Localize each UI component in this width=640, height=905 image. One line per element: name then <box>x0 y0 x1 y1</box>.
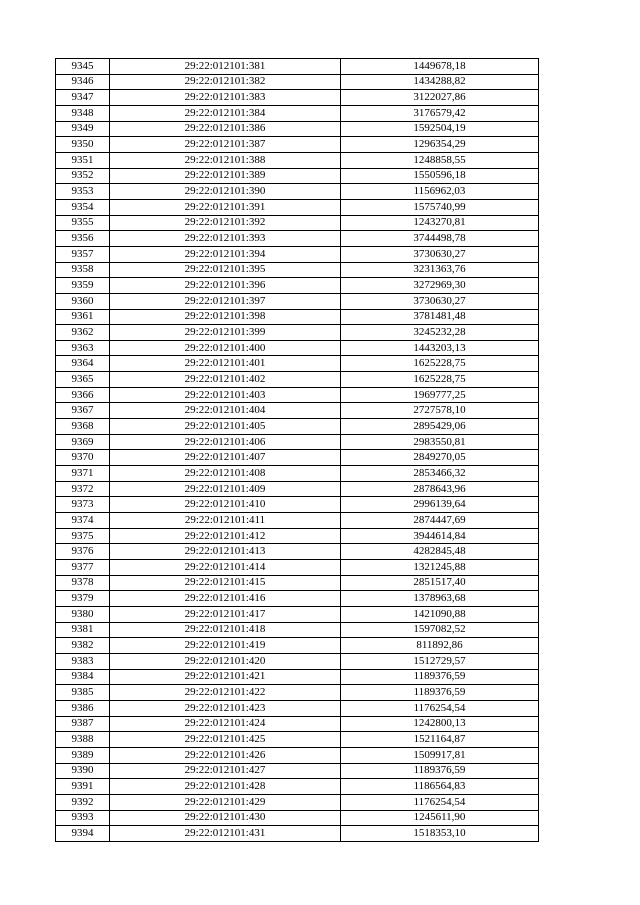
row-number-cell: 9347 <box>56 90 110 106</box>
row-number-cell: 9386 <box>56 700 110 716</box>
cadastral-number-cell: 29:22:012101:431 <box>110 826 341 842</box>
table-body <box>56 59 539 842</box>
row-number-cell: 9372 <box>56 481 110 497</box>
table-row <box>56 763 539 779</box>
cadastral-number-cell: 29:22:012101:421 <box>110 669 341 685</box>
table-row <box>56 137 539 153</box>
table-row <box>56 434 539 450</box>
table-row <box>56 591 539 607</box>
row-number-cell: 9392 <box>56 794 110 810</box>
value-cell: 2983550,81 <box>341 434 539 450</box>
table-row <box>56 544 539 560</box>
cadastral-number-cell: 29:22:012101:417 <box>110 606 341 622</box>
value-cell: 1443203,13 <box>341 340 539 356</box>
cadastral-number-cell: 29:22:012101:390 <box>110 184 341 200</box>
cadastral-number-cell: 29:22:012101:425 <box>110 732 341 748</box>
value-cell: 1378963,68 <box>341 591 539 607</box>
row-number-cell: 9373 <box>56 497 110 513</box>
cadastral-number-cell: 29:22:012101:429 <box>110 794 341 810</box>
row-number-cell: 9346 <box>56 74 110 90</box>
table-row <box>56 168 539 184</box>
row-number-cell: 9371 <box>56 466 110 482</box>
cadastral-number-cell: 29:22:012101:403 <box>110 387 341 403</box>
cadastral-number-cell: 29:22:012101:430 <box>110 810 341 826</box>
row-number-cell: 9349 <box>56 121 110 137</box>
value-cell: 1176254,54 <box>341 794 539 810</box>
value-cell: 4282845,48 <box>341 544 539 560</box>
value-cell: 3245232,28 <box>341 325 539 341</box>
cadastral-number-cell: 29:22:012101:408 <box>110 466 341 482</box>
value-cell: 1321245,88 <box>341 560 539 576</box>
row-number-cell: 9377 <box>56 560 110 576</box>
row-number-cell: 9351 <box>56 152 110 168</box>
value-cell: 3730630,27 <box>341 246 539 262</box>
value-cell: 2851517,40 <box>341 575 539 591</box>
value-cell: 1189376,59 <box>341 685 539 701</box>
cadastral-number-cell: 29:22:012101:388 <box>110 152 341 168</box>
row-number-cell: 9390 <box>56 763 110 779</box>
cadastral-number-cell: 29:22:012101:422 <box>110 685 341 701</box>
cadastral-number-cell: 29:22:012101:410 <box>110 497 341 513</box>
cadastral-number-cell: 29:22:012101:395 <box>110 262 341 278</box>
row-number-cell: 9354 <box>56 199 110 215</box>
row-number-cell: 9355 <box>56 215 110 231</box>
value-cell: 3176579,42 <box>341 105 539 121</box>
cadastral-number-cell: 29:22:012101:411 <box>110 513 341 529</box>
table-row <box>56 669 539 685</box>
value-cell: 3781481,48 <box>341 309 539 325</box>
cadastral-number-cell: 29:22:012101:398 <box>110 309 341 325</box>
value-cell: 1242800,13 <box>341 716 539 732</box>
table-row <box>56 497 539 513</box>
row-number-cell: 9378 <box>56 575 110 591</box>
table-row <box>56 152 539 168</box>
row-number-cell: 9357 <box>56 246 110 262</box>
table-row <box>56 262 539 278</box>
table-row <box>56 528 539 544</box>
cadastral-number-cell: 29:22:012101:389 <box>110 168 341 184</box>
value-cell: 1550596,18 <box>341 168 539 184</box>
table-row <box>56 638 539 654</box>
row-number-cell: 9369 <box>56 434 110 450</box>
row-number-cell: 9379 <box>56 591 110 607</box>
table-row <box>56 403 539 419</box>
table-row <box>56 779 539 795</box>
value-cell: 1575740,99 <box>341 199 539 215</box>
value-cell: 1597082,52 <box>341 622 539 638</box>
table-row <box>56 732 539 748</box>
cadastral-number-cell: 29:22:012101:407 <box>110 450 341 466</box>
row-number-cell: 9360 <box>56 293 110 309</box>
value-cell: 1189376,59 <box>341 763 539 779</box>
table-row <box>56 685 539 701</box>
row-number-cell: 9394 <box>56 826 110 842</box>
table-row <box>56 419 539 435</box>
value-cell: 1449678,18 <box>341 59 539 75</box>
value-cell: 1186564,83 <box>341 779 539 795</box>
row-number-cell: 9385 <box>56 685 110 701</box>
value-cell: 1625228,75 <box>341 372 539 388</box>
row-number-cell: 9350 <box>56 137 110 153</box>
value-cell: 2895429,06 <box>341 419 539 435</box>
cadastral-number-cell: 29:22:012101:396 <box>110 278 341 294</box>
value-cell: 2849270,05 <box>341 450 539 466</box>
table-row <box>56 59 539 75</box>
cadastral-number-cell: 29:22:012101:413 <box>110 544 341 560</box>
cadastral-number-cell: 29:22:012101:414 <box>110 560 341 576</box>
value-cell: 3944614,84 <box>341 528 539 544</box>
cadastral-number-cell: 29:22:012101:428 <box>110 779 341 795</box>
cadastral-number-cell: 29:22:012101:400 <box>110 340 341 356</box>
row-number-cell: 9375 <box>56 528 110 544</box>
cadastral-number-cell: 29:22:012101:391 <box>110 199 341 215</box>
table-row <box>56 575 539 591</box>
table-row <box>56 747 539 763</box>
table-row <box>56 513 539 529</box>
row-number-cell: 9382 <box>56 638 110 654</box>
cadastral-number-cell: 29:22:012101:405 <box>110 419 341 435</box>
row-number-cell: 9389 <box>56 747 110 763</box>
table-row <box>56 826 539 842</box>
table-row <box>56 184 539 200</box>
value-cell: 1189376,59 <box>341 669 539 685</box>
table-row <box>56 215 539 231</box>
row-number-cell: 9370 <box>56 450 110 466</box>
table-row <box>56 387 539 403</box>
table-row <box>56 810 539 826</box>
table-row <box>56 450 539 466</box>
row-number-cell: 9380 <box>56 606 110 622</box>
value-cell: 3744498,78 <box>341 231 539 247</box>
value-cell: 1176254,54 <box>341 700 539 716</box>
value-cell: 3231363,76 <box>341 262 539 278</box>
row-number-cell: 9361 <box>56 309 110 325</box>
table-row <box>56 481 539 497</box>
cadastral-number-cell: 29:22:012101:387 <box>110 137 341 153</box>
row-number-cell: 9393 <box>56 810 110 826</box>
cadastral-number-cell: 29:22:012101:401 <box>110 356 341 372</box>
row-number-cell: 9365 <box>56 372 110 388</box>
value-cell: 2996139,64 <box>341 497 539 513</box>
table-row <box>56 90 539 106</box>
table-row <box>56 622 539 638</box>
row-number-cell: 9353 <box>56 184 110 200</box>
row-number-cell: 9352 <box>56 168 110 184</box>
cadastral-number-cell: 29:22:012101:402 <box>110 372 341 388</box>
value-cell: 1245611,90 <box>341 810 539 826</box>
cadastral-number-cell: 29:22:012101:394 <box>110 246 341 262</box>
row-number-cell: 9384 <box>56 669 110 685</box>
value-cell: 1296354,29 <box>341 137 539 153</box>
cadastral-number-cell: 29:22:012101:384 <box>110 105 341 121</box>
table-row <box>56 278 539 294</box>
row-number-cell: 9359 <box>56 278 110 294</box>
row-number-cell: 9376 <box>56 544 110 560</box>
table-row <box>56 246 539 262</box>
table-row <box>56 199 539 215</box>
row-number-cell: 9364 <box>56 356 110 372</box>
table-row <box>56 74 539 90</box>
table-row <box>56 716 539 732</box>
value-cell: 3272969,30 <box>341 278 539 294</box>
table-row <box>56 121 539 137</box>
row-number-cell: 9383 <box>56 653 110 669</box>
cadastral-number-cell: 29:22:012101:419 <box>110 638 341 654</box>
table-row <box>56 293 539 309</box>
cadastral-number-cell: 29:22:012101:383 <box>110 90 341 106</box>
table-row <box>56 309 539 325</box>
cadastral-number-cell: 29:22:012101:426 <box>110 747 341 763</box>
value-cell: 1512729,57 <box>341 653 539 669</box>
value-cell: 1248858,55 <box>341 152 539 168</box>
value-cell: 3122027,86 <box>341 90 539 106</box>
value-cell: 2878643,96 <box>341 481 539 497</box>
table-row <box>56 794 539 810</box>
cadastral-number-cell: 29:22:012101:415 <box>110 575 341 591</box>
cadastral-number-cell: 29:22:012101:381 <box>110 59 341 75</box>
row-number-cell: 9368 <box>56 419 110 435</box>
cadastral-number-cell: 29:22:012101:416 <box>110 591 341 607</box>
table-row <box>56 231 539 247</box>
value-cell: 1521164,87 <box>341 732 539 748</box>
row-number-cell: 9367 <box>56 403 110 419</box>
cadastral-number-cell: 29:22:012101:409 <box>110 481 341 497</box>
cadastral-number-cell: 29:22:012101:404 <box>110 403 341 419</box>
table-row <box>56 340 539 356</box>
row-number-cell: 9381 <box>56 622 110 638</box>
cadastral-number-cell: 29:22:012101:423 <box>110 700 341 716</box>
value-cell: 1243270,81 <box>341 215 539 231</box>
cadastral-number-cell: 29:22:012101:399 <box>110 325 341 341</box>
value-cell: 2853466,32 <box>341 466 539 482</box>
row-number-cell: 9388 <box>56 732 110 748</box>
value-cell: 2727578,10 <box>341 403 539 419</box>
table-row <box>56 372 539 388</box>
value-cell: 1509917,81 <box>341 747 539 763</box>
table-row <box>56 653 539 669</box>
cadastral-number-cell: 29:22:012101:406 <box>110 434 341 450</box>
value-cell: 811892,86 <box>341 638 539 654</box>
value-cell: 2874447,69 <box>341 513 539 529</box>
table-row <box>56 325 539 341</box>
cadastral-number-cell: 29:22:012101:397 <box>110 293 341 309</box>
value-cell: 3730630,27 <box>341 293 539 309</box>
cadastral-number-cell: 29:22:012101:393 <box>110 231 341 247</box>
row-number-cell: 9391 <box>56 779 110 795</box>
cadastral-number-cell: 29:22:012101:424 <box>110 716 341 732</box>
value-cell: 1592504,19 <box>341 121 539 137</box>
cadastral-number-cell: 29:22:012101:412 <box>110 528 341 544</box>
row-number-cell: 9348 <box>56 105 110 121</box>
table-row <box>56 105 539 121</box>
table-row <box>56 606 539 622</box>
value-cell: 1969777,25 <box>341 387 539 403</box>
table-row <box>56 560 539 576</box>
row-number-cell: 9345 <box>56 59 110 75</box>
cadastral-number-cell: 29:22:012101:386 <box>110 121 341 137</box>
row-number-cell: 9363 <box>56 340 110 356</box>
row-number-cell: 9358 <box>56 262 110 278</box>
table-row <box>56 466 539 482</box>
row-number-cell: 9387 <box>56 716 110 732</box>
row-number-cell: 9366 <box>56 387 110 403</box>
row-number-cell: 9356 <box>56 231 110 247</box>
cadastral-number-cell: 29:22:012101:392 <box>110 215 341 231</box>
table-row <box>56 356 539 372</box>
value-cell: 1156962,03 <box>341 184 539 200</box>
value-cell: 1434288,82 <box>341 74 539 90</box>
value-cell: 1421090,88 <box>341 606 539 622</box>
cadastral-number-cell: 29:22:012101:427 <box>110 763 341 779</box>
value-cell: 1625228,75 <box>341 356 539 372</box>
cadastral-value-table <box>55 58 539 842</box>
cadastral-number-cell: 29:22:012101:420 <box>110 653 341 669</box>
row-number-cell: 9374 <box>56 513 110 529</box>
cadastral-number-cell: 29:22:012101:418 <box>110 622 341 638</box>
row-number-cell: 9362 <box>56 325 110 341</box>
value-cell: 1518353,10 <box>341 826 539 842</box>
cadastral-number-cell: 29:22:012101:382 <box>110 74 341 90</box>
table-row <box>56 700 539 716</box>
